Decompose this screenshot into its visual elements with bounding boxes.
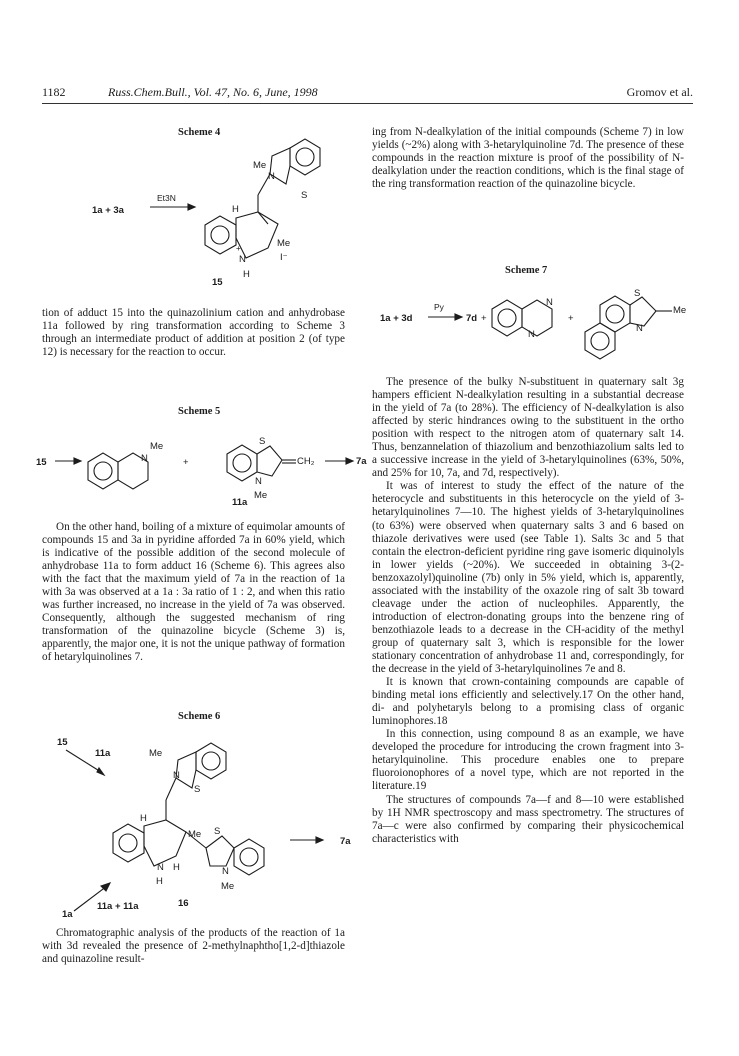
left-text-3: Chromatographic analysis of the products of the reaction of 1a with 3d revealed the presence of 2-methylnaphtho[1,2-d]thiazole and quinazoline result- (42, 927, 345, 966)
scheme-7-me-label: Me (673, 305, 687, 316)
scheme-5-nplus-label: N (141, 453, 148, 464)
scheme-4-me2-label: Me (277, 238, 291, 249)
right-paragraphs (372, 376, 684, 846)
scheme-7-plus-2: + (568, 313, 574, 324)
scheme-6-me1-label: Me (149, 748, 163, 759)
scheme-5-s-label: S (259, 436, 266, 447)
scheme-4-me-label: Me (253, 160, 267, 171)
scheme-7-product: 7d (466, 313, 478, 324)
scheme-7-plus-1: + (481, 313, 487, 324)
scheme-6-reagent-2: 11a + 11a (97, 901, 139, 912)
scheme-7-reactants: 1a + 3d (380, 313, 413, 324)
scheme-7-s-label: S (634, 288, 641, 299)
scheme-7-n3-label: N (636, 323, 643, 334)
scheme-6-title: Scheme 6 (178, 711, 221, 722)
left-text-1: tion of adduct 15 into the quinazolinium cation and anhydrobase 11a followed by ring transformation according to Scheme 3 through an intermediate product of addition at position 2 (of type 12) is necessary for the reaction to occur. (42, 307, 345, 359)
scheme-5-plus-label: + (183, 457, 189, 468)
scheme-5-n-label: N (255, 476, 262, 487)
scheme-5-product: 7a (356, 456, 367, 467)
scheme-4-s-label: S (301, 190, 308, 201)
scheme-6-me3-label: Me (221, 881, 235, 892)
scheme-6-compound: 16 (178, 898, 189, 909)
scheme-4-plus-label: + (236, 244, 241, 253)
scheme-6-s2-label: S (214, 826, 221, 837)
scheme-6-s1-label: S (194, 784, 201, 795)
scheme-4-compound-label: 15 (212, 277, 223, 288)
scheme-6-h1-label: H (140, 813, 147, 824)
left-text-2: On the other hand, boiling of a mixture of equimolar amounts of compounds 15 and 3a in pyridine afforded 7a in 60% yield, which is indicative of the possible addition of the second molecule of anhydrobase 11a to form adduct 16 (Scheme 6). This agrees also with the fact that the maximum yield of 7a in the reaction of 1a with 3a was observed at a 1a : 3a ratio of 1 : 2, and when this ratio was further increased, no increase in the yield of 7a was observed. Consequently, although the suggested mechanism of ring transformation of the quinazoline bicycle (Scheme 3) is, apparently, the major one, it is not the unique pathway of formation of hetarylquinolines 7. (42, 521, 345, 664)
scheme-4-title: Scheme 4 (178, 127, 221, 138)
scheme-7-title: Scheme 7 (505, 265, 548, 276)
page-number: 1182 (42, 85, 66, 99)
scheme-6-start: 15 (57, 737, 68, 748)
scheme-5-title: Scheme 5 (178, 406, 221, 417)
scheme-6-reagent-1: 11a (95, 748, 111, 759)
scheme-5-start: 15 (36, 457, 47, 468)
scheme-6-n2-label: N (157, 862, 164, 873)
scheme-6-n3-label: N (222, 866, 229, 877)
scheme-4-reagent: Et3N (157, 193, 176, 203)
scheme-7-n1-label: N (546, 297, 553, 308)
scheme-6-start-2: 1a (62, 909, 73, 920)
scheme-5-me2-label: Me (254, 490, 268, 501)
scheme-6-h3-label: H (156, 876, 163, 887)
right-text-4: It is known that crown-containing compounds are capable of binding metal ions efficiently and selectively.17 On the other hand, di- and polyhetaryls belong to a promising class of organic luminophores.18 (372, 676, 684, 728)
authors: Gromov et al. (626, 85, 693, 99)
scheme-6-h2-label: H (173, 862, 180, 873)
right-text-6: The structures of compounds 7a—f and 8—10 were established by 1H NMR spectroscopy and mass spectrometry. The structures of 7a—c were also confirmed by comparing their physicochemical characteristics with (372, 793, 684, 845)
scheme-7-n2-label: N (528, 329, 535, 340)
right-text-3: It was of interest to study the effect of the nature of the heterocycle and substituents in this heterocycle on the yield of 3-hetarylquinolines 7—10. The highest yields of 3-hetarylquinolines (to 63%) were observed when quaternary salts 3 and 6 based on thiazole derivatives were used (see Table 1). Salts 3c and 5 that contain the electron-deficient pyridine ring gave isomeric diquinolyls in lower yields (~20%). We succeeded in obtaining 3-(2-benzoxazolyl)quinoline (7b) only in 5% yield, which is, apparently, associated with the instability of the oxazole ring of salt 3b toward cleavage under the action of nucleophiles. Apparently, the introduction of electron-donating groups into the benzene ring of benzothiazole leads to a decrease in the CH-acidity of the methyl group of quaternary salt 3, which is responsible for the lower stationary concentration of anhydrobase 11 and, correspondingly, for the decrease in the yield of 3-hetarylquinolines 7e and 8. (372, 480, 684, 676)
scheme-6-me2-label: Me (188, 829, 202, 840)
scheme-4-n1-label: N (268, 171, 275, 182)
scheme-5-me-label: Me (150, 441, 164, 452)
scheme-7-reagent: Py (434, 302, 444, 312)
scheme-6-product: 7a (340, 836, 351, 847)
journal-citation: Russ.Chem.Bull., Vol. 47, No. 6, June, 1998 (108, 85, 318, 99)
scheme-5-ch2-label: CH₂ (297, 456, 315, 467)
scheme-4-reactants: 1a + 3a (92, 205, 124, 216)
right-text-1: ing from N-dealkylation of the initial compounds (Scheme 7) in low yields (~2%) along with 3-hetarylquinoline 7d. The presence of these compounds in the reaction mixture is proof of the possibility of N-dealkylation under the reaction conditions, which is the final stage of the ring transformation reaction of the quinazoline bicycle. (372, 126, 684, 191)
scheme-4-n2-label: N (239, 254, 246, 265)
scheme-5-adduct: 11a (232, 497, 248, 508)
right-text-2: The presence of the bulky N-substituent in quaternary salt 3g hampers efficient N-dealkylation resulting in a substantial decrease in the yield of 7a (to 28%). The efficiency of N-dealkylation is also affected by steric hindrances owing to the substituent in the ortho position with respect to the nitrogen atom of quaternary salt 14. Thus, benzannelation of thiazolium and benzothiazolium salts led to a successive increase in the yield of 3-hetarylquinolines (63%, 50%, and 25% for 10, 7a, and 7d, respectively). (372, 376, 684, 480)
scheme-6-n1-label: N (173, 770, 180, 781)
scheme-4-h-label: H (232, 204, 239, 215)
scheme-4-iodide-label: I⁻ (280, 252, 288, 263)
right-text-5: In this connection, using compound 8 as an example, we have developed the procedure for introducing the crown fragment into 3-hetarylquinoline. This procedure enables one to prepare fluoroionophores of a novel type, which are not reported in the literature.19 (372, 728, 684, 793)
scheme-4-h2-label: H (243, 269, 250, 280)
